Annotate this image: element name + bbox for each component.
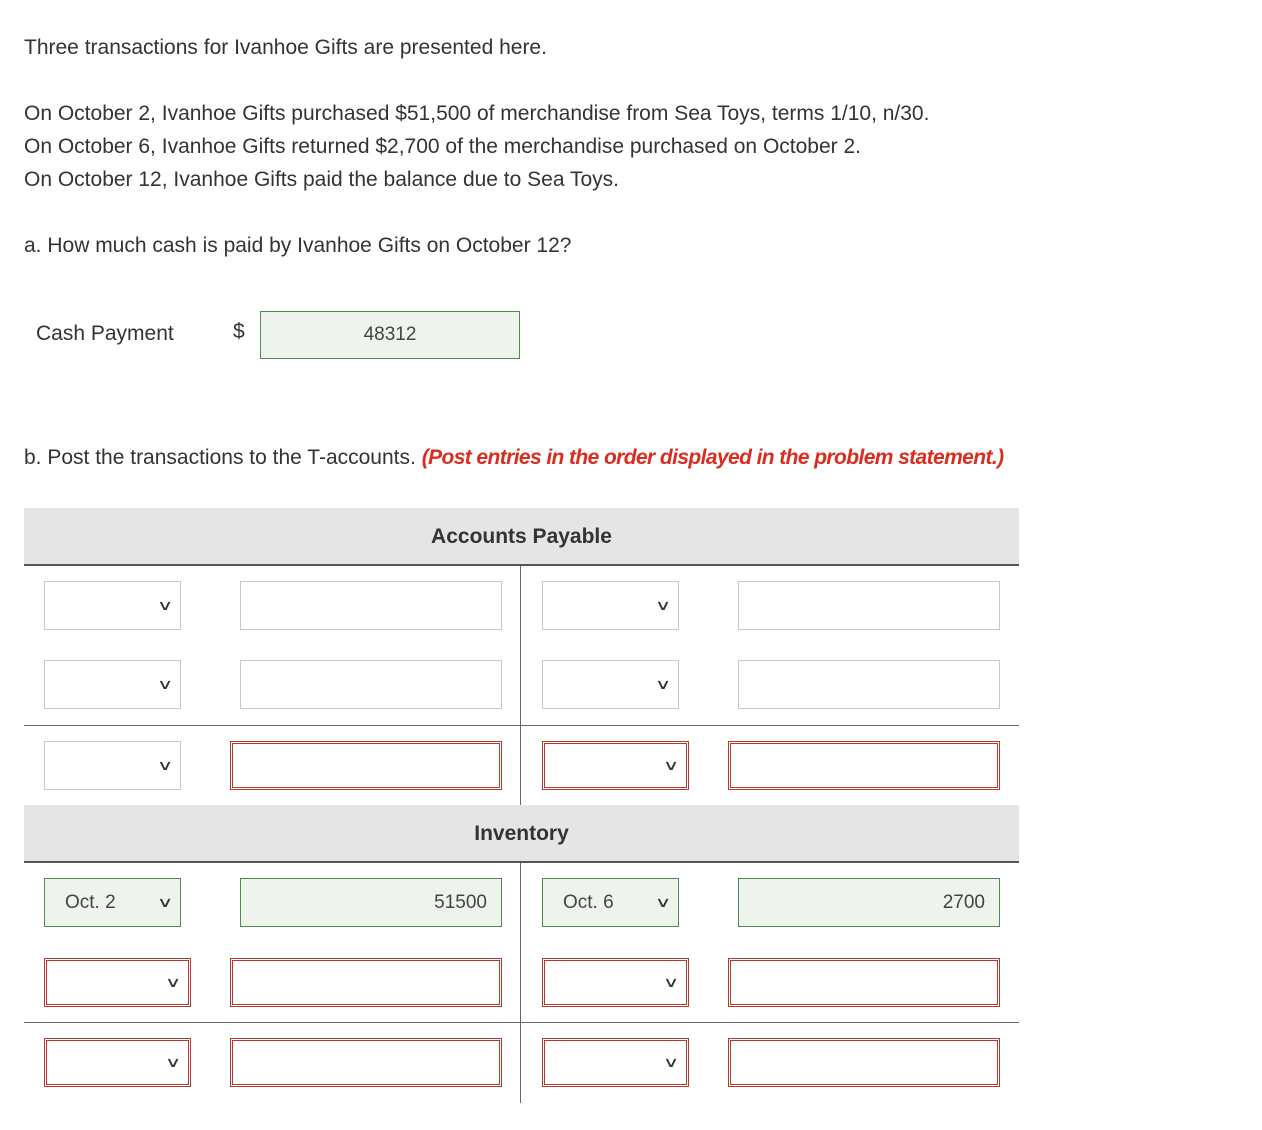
- question-a: a. How much cash is paid by Ivanhoe Gifts on October 12?: [24, 234, 572, 257]
- inv-debit-amount-input-1[interactable]: 51500: [240, 878, 502, 927]
- chevron-down-icon: ∨: [654, 894, 672, 910]
- inv-balance-credit-date-select[interactable]: [542, 1038, 689, 1087]
- intro-text: Three transactions for Ivanhoe Gifts are presented here.: [24, 36, 547, 59]
- transaction-3: On October 12, Ivanhoe Gifts paid the balance due to Sea Toys.: [24, 168, 619, 191]
- ap-debit-amount-input-2[interactable]: [240, 660, 502, 709]
- ap-credit-amount-input-1[interactable]: [738, 581, 1000, 630]
- chevron-down-icon: ∨: [156, 597, 174, 613]
- chevron-down-icon: ∨: [156, 676, 174, 692]
- inv-debit-date-select-1[interactable]: [44, 878, 181, 927]
- inv-credit-amount-input-2[interactable]: [728, 958, 1000, 1007]
- inventory-header: Inventory: [24, 805, 1019, 863]
- chevron-down-icon: ∨: [156, 757, 174, 773]
- ap-balance-credit-amount-input[interactable]: [728, 741, 1000, 790]
- ap-debit-date-select-2[interactable]: [44, 660, 181, 709]
- question-b: [24, 446, 1004, 470]
- inv-balance-debit-amount-input[interactable]: [230, 1038, 502, 1087]
- chevron-down-icon: ∨: [662, 974, 680, 990]
- inv-debit-amount-input-2[interactable]: [230, 958, 502, 1007]
- accounts-payable-divider: [520, 566, 521, 805]
- chevron-down-icon: ∨: [654, 676, 672, 692]
- ap-balance-credit-date-select[interactable]: [542, 741, 689, 790]
- ap-balance-debit-date-select[interactable]: [44, 741, 181, 790]
- currency-symbol: $: [233, 320, 245, 343]
- chevron-down-icon: ∨: [654, 597, 672, 613]
- ap-credit-amount-input-2[interactable]: [738, 660, 1000, 709]
- inv-debit-date-select-2[interactable]: [44, 958, 191, 1007]
- ap-balance-debit-amount-input[interactable]: [230, 741, 502, 790]
- cash-payment-label: Cash Payment: [36, 322, 174, 345]
- transaction-1: On October 2, Ivanhoe Gifts purchased $51,500 of merchandise from Sea Toys, terms 1/10, n/30.: [24, 102, 930, 125]
- inv-credit-date-1: Oct. 6: [563, 891, 614, 913]
- inv-balance-credit-amount-input[interactable]: [728, 1038, 1000, 1087]
- inv-balance-debit-date-select[interactable]: [44, 1038, 191, 1087]
- chevron-down-icon: ∨: [164, 974, 182, 990]
- chevron-down-icon: ∨: [164, 1054, 182, 1070]
- chevron-down-icon: ∨: [662, 757, 680, 773]
- inv-debit-date-1: Oct. 2: [65, 891, 116, 913]
- question-b-instruction: (Post entries in the order displayed in the problem statement.): [421, 446, 1004, 469]
- accounts-payable-header: Accounts Payable: [24, 508, 1019, 566]
- ap-debit-amount-input-1[interactable]: [240, 581, 502, 630]
- chevron-down-icon: ∨: [156, 894, 174, 910]
- question-b-text: b. Post the transactions to the T-accounts.: [24, 446, 416, 469]
- cash-payment-input[interactable]: 48312: [260, 311, 520, 359]
- inv-credit-date-select-2[interactable]: [542, 958, 689, 1007]
- inv-credit-date-select-1[interactable]: [542, 878, 679, 927]
- inventory-total-line: [24, 1022, 1019, 1023]
- inventory-divider: [520, 863, 521, 1103]
- ap-debit-date-select-1[interactable]: [44, 581, 181, 630]
- transaction-2: On October 6, Ivanhoe Gifts returned $2,700 of the merchandise purchased on October 2.: [24, 135, 861, 158]
- chevron-down-icon: ∨: [662, 1054, 680, 1070]
- ap-credit-date-select-1[interactable]: [542, 581, 679, 630]
- accounts-payable-total-line: [24, 725, 1019, 726]
- ap-credit-date-select-2[interactable]: [542, 660, 679, 709]
- inv-credit-amount-input-1[interactable]: 2700: [738, 878, 1000, 927]
